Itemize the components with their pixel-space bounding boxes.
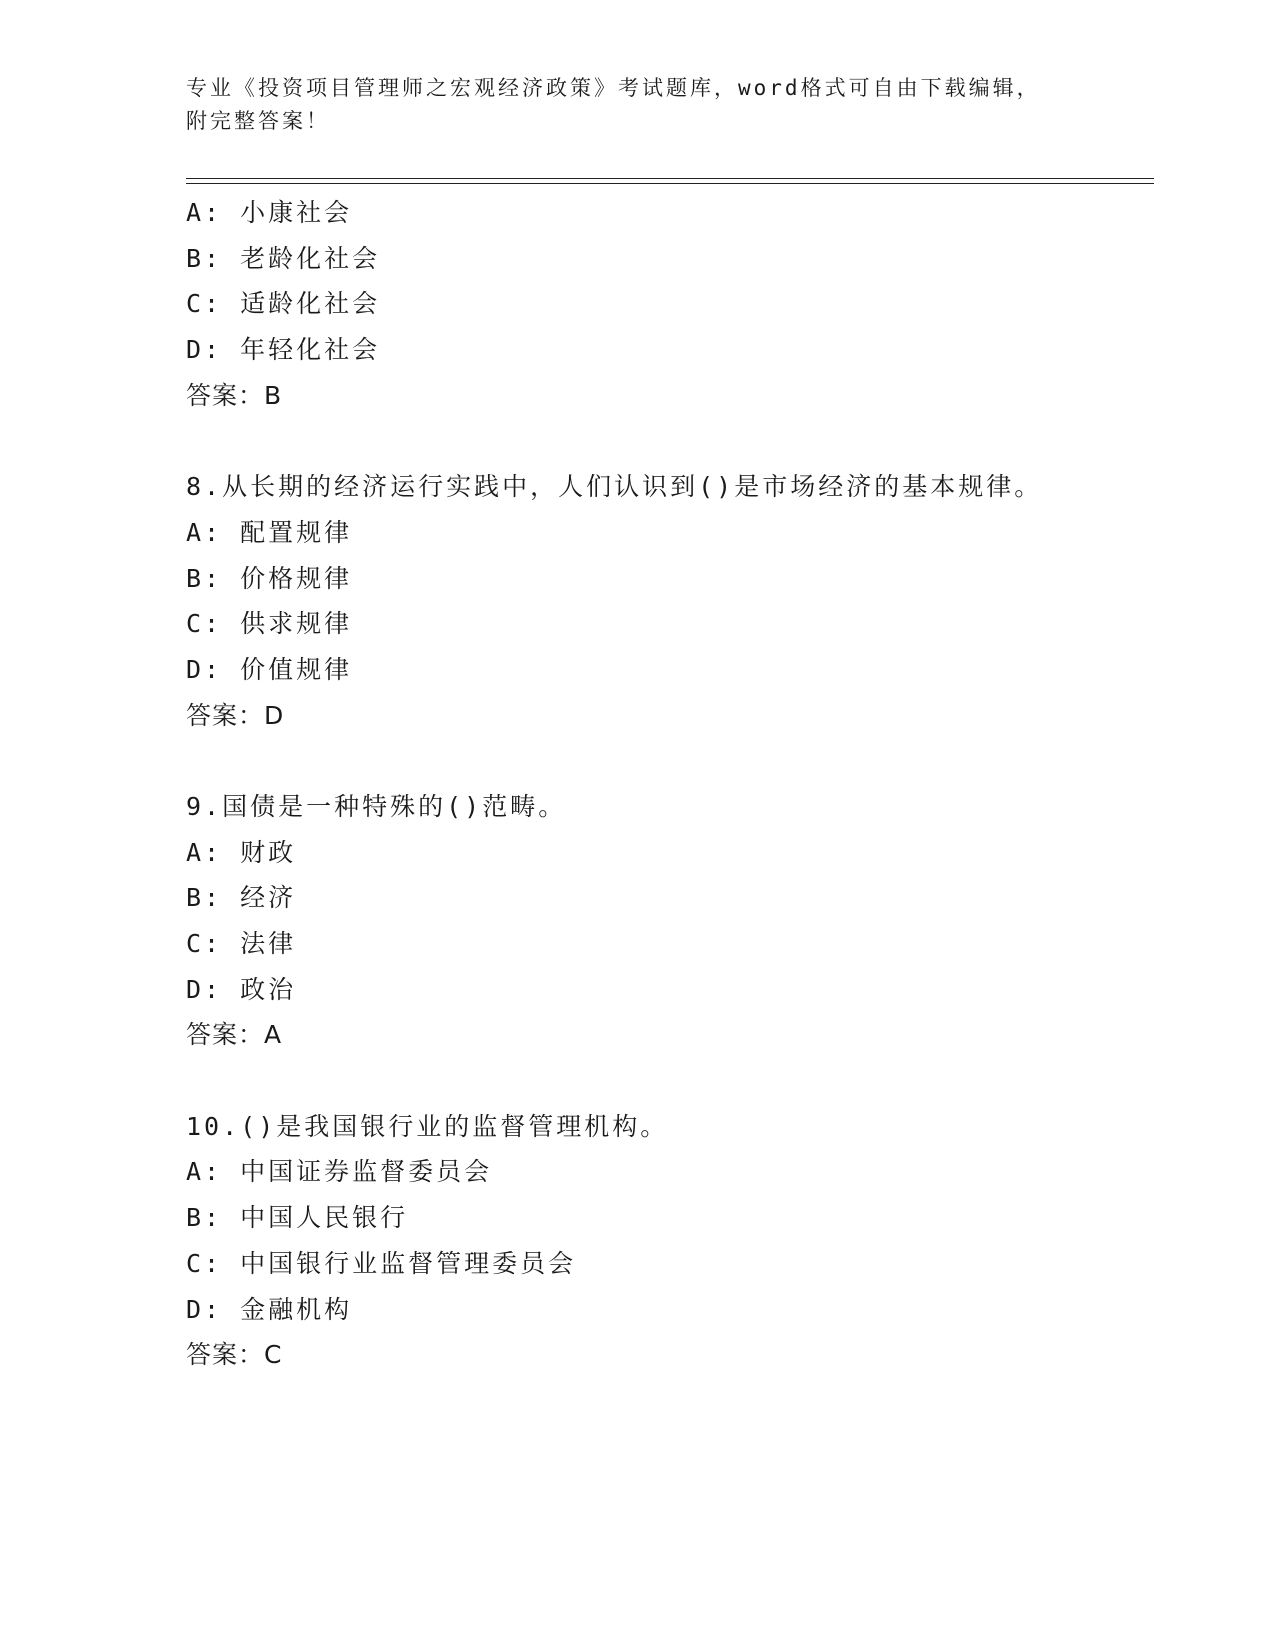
document-header <box>186 72 1066 138</box>
question-9-option-a: A: 财政 <box>186 837 297 867</box>
question-9-option-c: C: 法律 <box>186 929 297 958</box>
question-8-block <box>186 464 1146 738</box>
question-10-option-d: D: 金融机构 <box>186 1294 353 1324</box>
question-7-option-b: B: 老龄化社会 <box>186 243 381 273</box>
question-8-option-b: B: 价格规律 <box>186 563 353 593</box>
question-7-answer: 答案：B <box>186 380 283 410</box>
question-9-answer: 答案：A <box>186 1020 283 1050</box>
question-7-option-d: D: 年轻化社会 <box>186 335 381 365</box>
question-7-option-a: A: 小康社会 <box>186 198 353 227</box>
question-10-text: 10.()是我国银行业的监督管理机构。 <box>186 1111 669 1141</box>
header-line-2: 附完整答案！ <box>186 109 330 133</box>
question-9-block <box>186 784 1146 1058</box>
question-8-answer: 答案：D <box>186 700 285 730</box>
header-divider-top <box>186 178 1154 179</box>
question-9-option-d: D: 政治 <box>186 974 297 1004</box>
spacer <box>186 1058 1146 1104</box>
question-8-option-a: A: 配置规律 <box>186 517 353 547</box>
question-8-option-d: D: 价值规律 <box>186 654 353 684</box>
spacer <box>186 418 1146 464</box>
question-7-block <box>186 190 1146 418</box>
question-10-option-c: C: 中国银行业监督管理委员会 <box>186 1248 577 1278</box>
header-line-1: 专业《投资项目管理师之宏观经济政策》考试题库，word格式可自由下载编辑， <box>186 76 1041 100</box>
question-10-answer: 答案：C <box>186 1340 283 1370</box>
question-8-text: 8.从长期的经济运行实践中，人们认识到()是市场经济的基本规律。 <box>186 472 1043 502</box>
question-10-option-a: A: 中国证券监督委员会 <box>186 1157 493 1187</box>
question-9-option-b: B: 经济 <box>186 883 297 913</box>
spacer <box>186 738 1146 784</box>
question-9-text: 9.国债是一种特殊的()范畴。 <box>186 791 567 821</box>
header-divider-bottom <box>186 183 1154 184</box>
question-10-option-b: B: 中国人民银行 <box>186 1203 409 1233</box>
question-list <box>186 190 1146 1378</box>
question-10-block <box>186 1104 1146 1378</box>
question-7-option-c: C: 适龄化社会 <box>186 289 381 319</box>
question-8-option-c: C: 供求规律 <box>186 609 353 639</box>
